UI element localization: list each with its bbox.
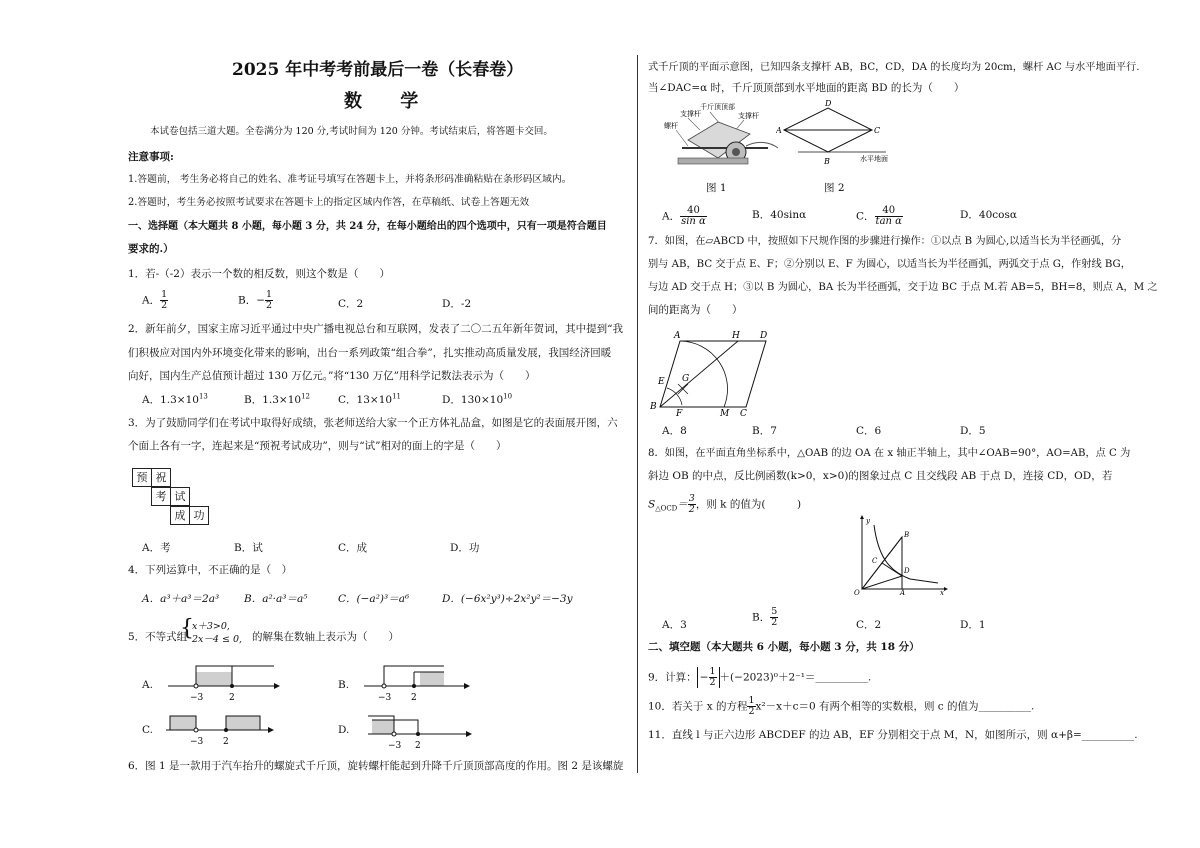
q4-option-b: B．a²·a³＝a⁵ — [244, 593, 308, 605]
q7-option-d: D．5 — [960, 425, 986, 437]
q5-option-a: A. — [142, 679, 153, 691]
net-face-2: 祝 — [151, 468, 171, 487]
coordinate-figure — [848, 515, 948, 595]
column-divider — [637, 55, 638, 773]
svg-text:螺杆: 螺杆 — [664, 122, 678, 130]
q5-option-b: B. — [338, 679, 350, 691]
svg-text:E: E — [658, 377, 665, 387]
q5-option-d: D. — [338, 724, 350, 736]
svg-text:A: A — [900, 589, 906, 595]
q2-option-d: D．$130\times 10^{10}$ — [442, 392, 513, 406]
rhombus-figure-2 — [776, 98, 906, 168]
figure-1-caption: 图 1 — [706, 182, 727, 194]
figure-2-caption: 图 2 — [824, 182, 845, 194]
q5-stem-pre: 5．不等式组 — [128, 631, 188, 643]
section1-heading-2: 要求的.） — [128, 243, 174, 255]
q8-option-c: C．2 — [856, 619, 882, 631]
q1-option-d: D．-2 — [442, 298, 472, 310]
q7-line-2: 别与 AB，BC 交于点 E、F；②分别以 E、F 为圆心，以适当长为半径画弧，两弧交于点 G，作射线 BG， — [648, 259, 1131, 270]
svg-text:y: y — [866, 517, 870, 525]
q7-line-1: 7．如图，在▱ABCD 中，按照如下尺规作图的步骤进行操作：①以点 B 为圆心,以适当长为半径画弧，分 — [648, 236, 1122, 247]
net-face-4: 试 — [170, 487, 190, 506]
exam-title: 2025 年中考考前最后一卷（长春卷） — [232, 60, 524, 80]
notes-title: 注意事项: — [128, 151, 174, 163]
svg-text:G: G — [682, 374, 690, 384]
q8-option-d: D．1 — [960, 619, 986, 631]
svg-text:x: x — [940, 589, 944, 595]
q3-option-b: B．试 — [234, 542, 263, 554]
svg-text:M: M — [720, 409, 730, 416]
q6-option-a: A． $\frac{40}{\text{sin α}}$ — [662, 205, 706, 227]
svg-text:D: D — [904, 567, 910, 575]
exam-intro: 本试卷包括三道大题。全卷满分为 120 分,考试时间为 120 分钟。考试结束后，将答题卡交回。 — [150, 126, 553, 137]
note-2: 2.答题时，考生务必按照考试要求在答题卡上的指定区域内作答，在草稿纸、试卷上答题无效 — [128, 197, 530, 208]
q2-option-b: B．$1.3\times 10^{12}$ — [244, 392, 310, 406]
q1-option-c: C．2 — [338, 298, 364, 310]
q7-line-3: 与边 AD 交于点 H；③以 B 为圆心，BA 长为半径画弧，交于边 BC 于点 M.若 AB=5，BH=8，则点 A，M 之 — [648, 282, 1158, 293]
svg-text:B: B — [824, 157, 830, 166]
svg-text:D: D — [760, 331, 768, 341]
svg-text:2: 2 — [229, 693, 235, 703]
q3-option-d: D．功 — [450, 542, 480, 554]
q5-numberline-d — [366, 708, 486, 752]
q5-option-c: C. — [142, 724, 153, 736]
q3-line-2: 个面上各有一字，连起来是“预祝考试成功”，则与“试”相对的面上的字是（ ） — [128, 440, 507, 452]
q11: 11．直线 l 与正六边形 ABCDEF 的边 AB，EF 分别相交于点 M，N，如图所示，则 α+β=__________. — [648, 729, 1138, 741]
jack-figure-1 — [658, 100, 788, 180]
q5-numberline-c — [164, 708, 284, 752]
q6-option-b: B．40sinα — [752, 209, 807, 221]
svg-text:C: C — [872, 557, 878, 565]
svg-text:−3: −3 — [378, 693, 392, 703]
svg-text:A: A — [674, 331, 681, 341]
q3-line-1: 3．为了鼓励同学们在考试中取得好成绩，张老师送给大家一个正方体礼品盒，如图是它的表面展开图，六 — [128, 417, 618, 429]
q5-numberline-a — [164, 660, 284, 704]
svg-text:千斤顶顶部: 千斤顶顶部 — [700, 103, 735, 111]
q6-option-c: C． $\frac{40}{\text{tan α}}$ — [856, 205, 902, 227]
net-face-5: 成 — [170, 506, 190, 525]
svg-text:D: D — [825, 99, 832, 108]
q3-option-c: C．成 — [338, 542, 368, 554]
q4-option-c: C．(−a²)³＝a⁶ — [338, 593, 410, 605]
q7-line-4: 间的距离为（ ） — [648, 304, 743, 316]
q8-option-a: A．3 — [662, 619, 687, 631]
svg-text:−3: −3 — [190, 737, 204, 747]
svg-text:A: A — [776, 126, 782, 135]
svg-text:C: C — [740, 409, 747, 416]
q6-line-1: 6．图 1 是一款用于汽车抬升的螺旋式千斤顶，旋转螺杆能起到升降千斤顶顶部高度的作用。图 2 是该螺旋 — [128, 760, 624, 772]
q2-option-a: A．$1.3\times 10^{13}$ — [142, 392, 208, 406]
svg-text:2: 2 — [415, 741, 421, 751]
q3-option-a: A．考 — [142, 542, 171, 554]
note-1: 1.答题前， 考生务必将自己的姓名、准考证号填写在答题卡上，并将条形码准确粘贴在条形码区域内。 — [128, 174, 572, 185]
svg-text:C: C — [874, 126, 881, 135]
q7-option-c: C．6 — [856, 425, 882, 437]
svg-text:2: 2 — [223, 737, 229, 747]
q6-line-2: 式千斤顶的平面示意图，已知四条支撑杆 AB，BC，CD，DA 的长度均为 20cm，螺杆 AC 与水平地面平行. — [648, 62, 1140, 73]
svg-text:H: H — [732, 331, 740, 341]
svg-text:水平地面: 水平地面 — [860, 155, 888, 163]
svg-text:−3: −3 — [388, 741, 402, 751]
svg-text:O: O — [854, 589, 860, 595]
q2-line-2: 们积极应对国内外环境变化带来的影响，出台一系列政策“组合拳”，扎实推动高质量发展，我国经济回暖 — [128, 347, 612, 359]
q5-numberline-b — [360, 660, 480, 704]
svg-text:B: B — [904, 531, 910, 539]
net-face-3: 考 — [151, 487, 171, 506]
parallelogram-figure — [648, 326, 788, 416]
svg-text:F: F — [676, 409, 683, 416]
q8-area-condition: $S_{\triangle OCD}=$ $\frac{3}{2}$ ，则 k 的值为( ) — [648, 493, 802, 515]
q2-line-3: 向好，国内生产总值预计超过 130 万亿元。”将“130 万亿”用科学记数法表示为（ ） — [128, 370, 536, 382]
q2-line-1: 2．新年前夕，国家主席习近平通过中央广播电视总台和互联网，发表了二〇二五年新年贺词，其中提到“我 — [128, 323, 624, 335]
svg-text:2: 2 — [411, 693, 417, 703]
q10: 10．若关于 x 的方程 $\frac{1}{2}$ x²－x＋c＝0 有两个相等的实数根，则 c 的值为__________. — [648, 695, 1035, 717]
q4-option-a: A．a³＋a³＝2a³ — [142, 593, 220, 605]
q7-option-a: A．8 — [662, 425, 687, 437]
svg-text:−3: −3 — [190, 693, 204, 703]
svg-text:支撑杆: 支撑杆 — [738, 112, 759, 120]
right-column — [648, 0, 1158, 848]
q8-option-b: B． $\frac{5}{2}$ — [752, 606, 778, 628]
section1-heading-1: 一、选择题（本大题共 8 小题，每小题 3 分，共 24 分，在每小题给出的四个选项中，只有一项是符合题目 — [128, 221, 607, 232]
q8-line-2: 斜边 OB 的中点，反比例函数(k>0，x>0)的图象过点 C 且交线段 AB 于点 D，连接 CD，OD，若 — [648, 470, 1113, 482]
q7-option-b: B．7 — [752, 425, 777, 437]
q4-option-d: D．(−6x²y³)÷2x²y²＝−3y — [442, 593, 573, 605]
q1-option-b: B．− $\frac{1}{2}$ — [238, 289, 273, 311]
q8-line-1: 8．如图，在平面直角坐标系中，△OAB 的边 OA 在 x 轴正半轴上，其中∠OAB=90°，AO=AB，点 C 为 — [648, 448, 1131, 459]
q1-option-a: A． $\frac{1}{2}$ — [142, 289, 168, 311]
q6-line-3: 当∠DAC=α 时，千斤顶顶部到水平地面的距离 BD 的长为（ ） — [648, 82, 965, 94]
section2-heading: 二、填空题（本大题共 6 小题，每小题 3 分，共 18 分） — [648, 641, 920, 653]
svg-text:B: B — [650, 402, 657, 412]
net-face-1: 预 — [132, 468, 152, 487]
left-column — [120, 0, 625, 848]
q6-option-d: D．40cosα — [960, 209, 1017, 221]
exam-subject: 数 学 — [344, 91, 435, 112]
q1-stem: 1．若-（-2）表示一个数的相反数，则这个数是（ ） — [128, 268, 390, 280]
svg-text:支撑杆: 支撑杆 — [680, 110, 701, 118]
net-face-6: 功 — [189, 506, 209, 525]
q9: 9．计算： − $\frac{1}{2}$ ＋(−2023)⁰＋2⁻¹＝__________. — [648, 666, 872, 688]
q5-system: { x＋3>0, 2x－4 ≤ 0, — [180, 616, 243, 645]
q4-stem: 4．下列运算中，不正确的是（ ） — [128, 564, 293, 576]
q2-option-c: C．$13\times 10^{11}$ — [338, 392, 401, 406]
q5-stem-post: 的解集在数轴上表示为（ ） — [252, 631, 399, 643]
